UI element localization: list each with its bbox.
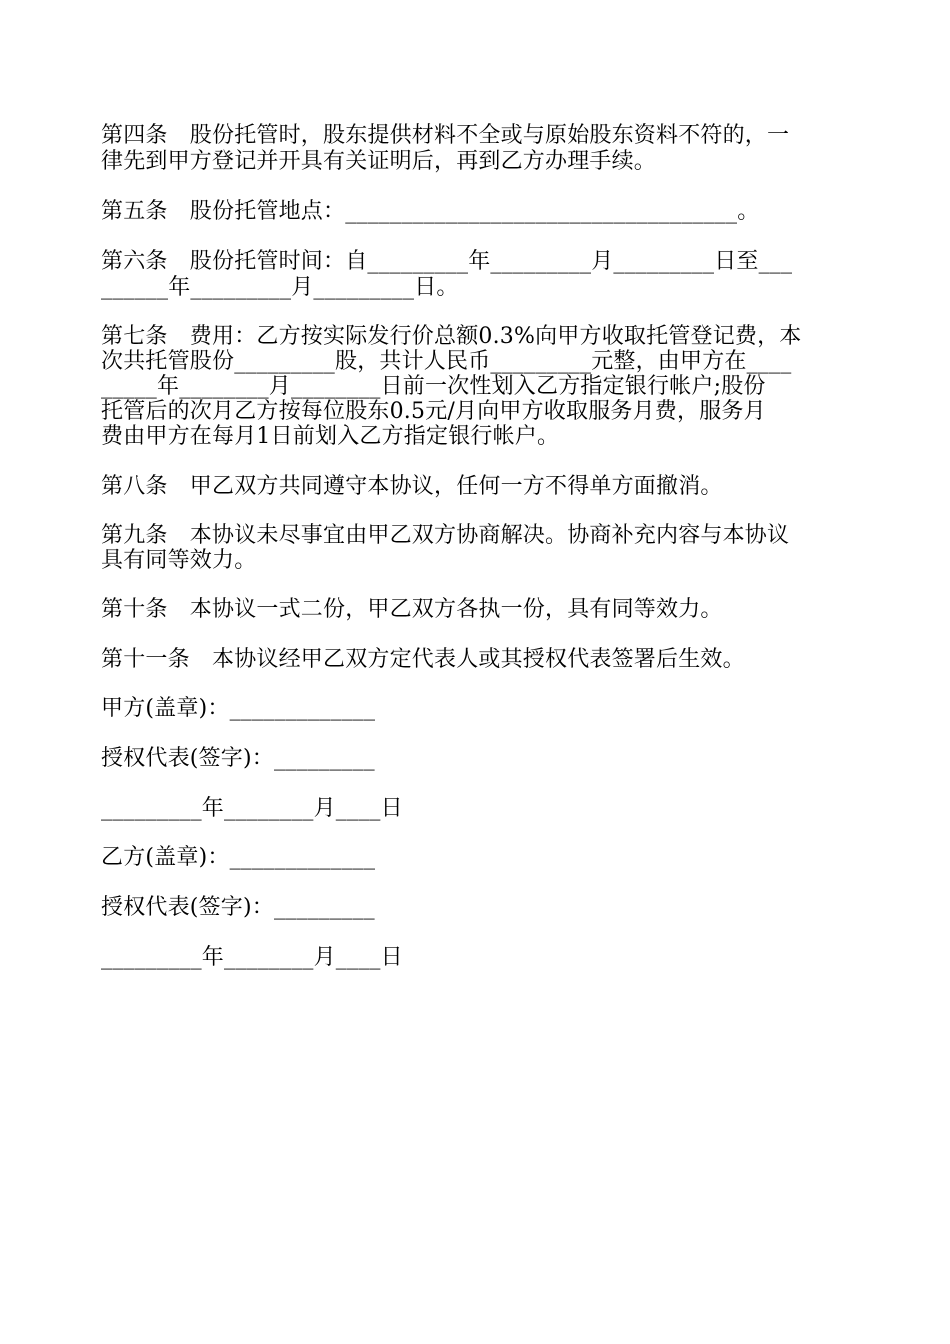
article-7-line-3: _____年________月________日前一次性划入乙方指定银行帐户;股份 (101, 374, 766, 399)
article-7-line-2: 次共托管股份_________股，共计人民币_________元整，由甲方在____ (101, 349, 792, 374)
article-7-line-1: 第七条 费用：乙方按实际发行价总额0.3%向甲方收取托管登记费，本 (101, 324, 802, 349)
party-a-date-line: _________年________月____日 (101, 796, 403, 821)
article-9-line-1: 第九条 本协议未尽事宜由甲乙双方协商解决。协商补充内容与本协议 (101, 523, 790, 548)
article-5-line: 第五条 股份托管地点：___________________________________。 (101, 199, 760, 224)
article-6-line-1: 第六条 股份托管时间：自_________年_________月_________日至___ (101, 249, 793, 274)
article-10-line: 第十条 本协议一式二份，甲乙双方各执一份，具有同等效力。 (101, 597, 723, 622)
article-6-line-2: ______年_________月_________日。 (101, 275, 459, 300)
article-7-line-4: 托管后的次月乙方按每位股东0.5元/月向甲方收取服务月费，服务月 (101, 399, 766, 424)
party-a-seal-line: 甲方(盖章)：_____________ (101, 696, 376, 721)
party-b-signature-line: 授权代表(签字)：_________ (101, 895, 375, 920)
article-11-line: 第十一条 本协议经甲乙双方定代表人或其授权代表签署后生效。 (101, 647, 745, 672)
party-b-seal-line: 乙方(盖章)：_____________ (101, 845, 376, 870)
article-4-line-2: 律先到甲方登记并开具有关证明后，再到乙方办理手续。 (101, 149, 657, 174)
article-7-line-5: 费由甲方在每月1日前划入乙方指定银行帐户。 (101, 424, 560, 449)
article-8-line: 第八条 甲乙双方共同遵守本协议，任何一方不得单方面撤消。 (101, 474, 723, 499)
party-a-signature-line: 授权代表(签字)：_________ (101, 746, 375, 771)
article-4-line-1: 第四条 股份托管时，股东提供材料不全或与原始股东资料不符的，一 (101, 123, 790, 148)
article-9-line-2: 具有同等效力。 (101, 548, 257, 573)
party-b-date-line: _________年________月____日 (101, 945, 403, 970)
